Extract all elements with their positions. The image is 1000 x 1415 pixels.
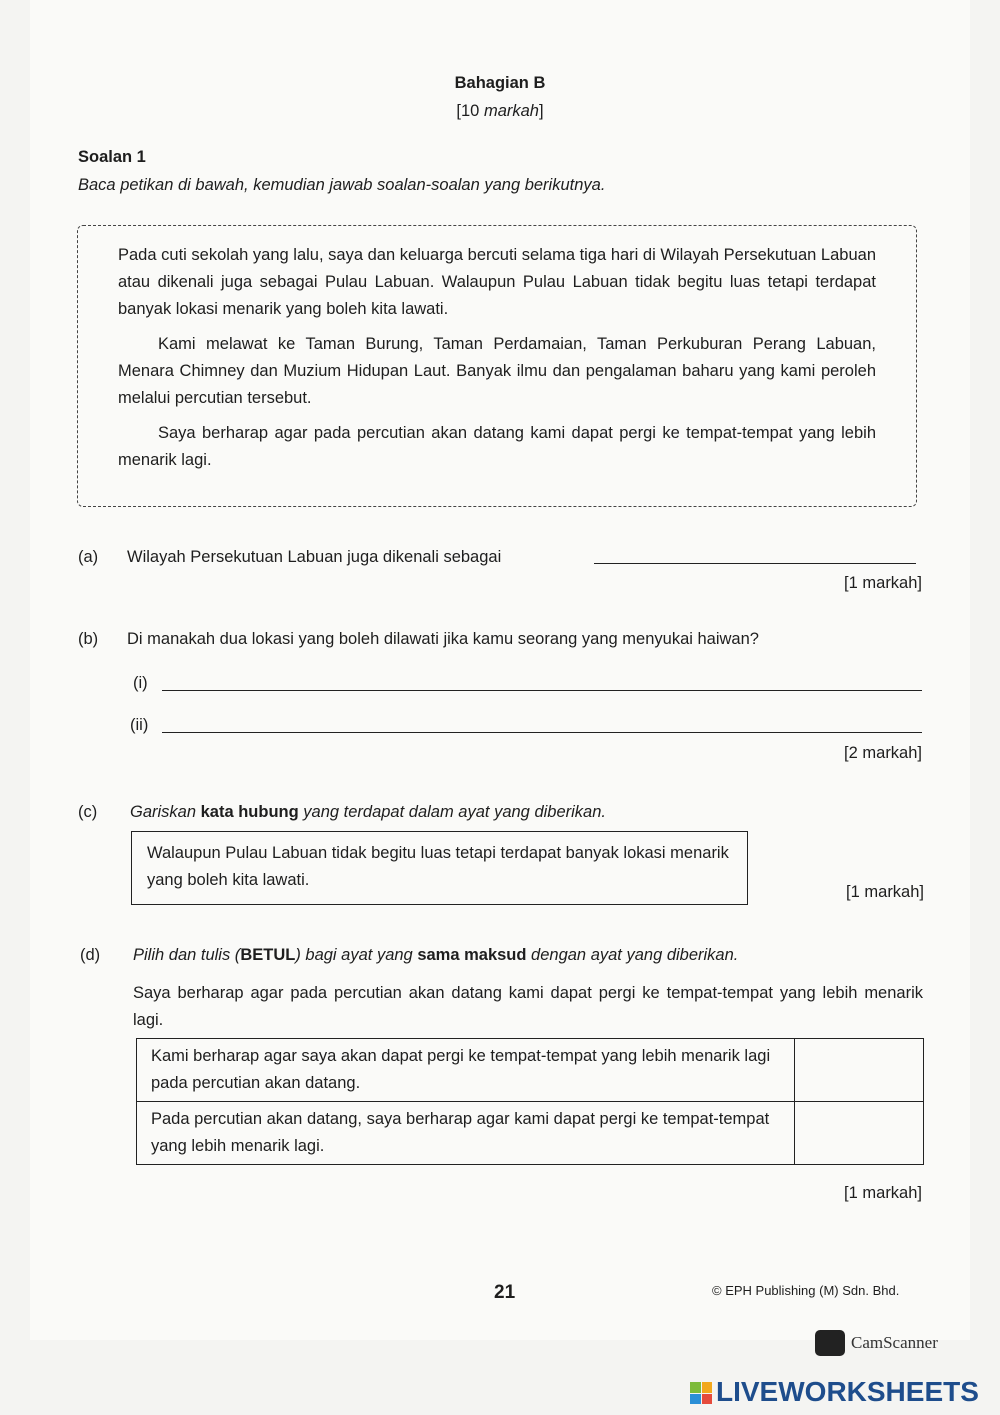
qb-label: (b) (78, 630, 99, 648)
camscanner-logo-icon (815, 1330, 845, 1356)
qb-ii-answer-input[interactable] (164, 710, 924, 734)
qb-i-answer-input[interactable] (164, 668, 924, 692)
table-row (137, 1102, 924, 1165)
passage-box (77, 225, 917, 507)
page-number: 21 (494, 1282, 516, 1303)
qb-ii-label: (ii) (130, 716, 149, 734)
qb-marks: [2 markah] (844, 744, 922, 762)
passage-paragraph: Pada cuti sekolah yang lalu, saya dan keluarga bercuti selama tiga hari di Wilayah Persekutuan Labuan atau dikenali juga sebagai Pulau Labuan. Walaupun Pulau Labuan tidak begitu luas tetapi terdapat banyak lokasi menarik yang boleh kita lawati. (118, 246, 876, 318)
passage-paragraph: Saya berharap agar pada percutian akan datang kami dapat pergi ke tempat-tempat yang lebih menarik lagi. (118, 424, 876, 469)
qc-sentence-box (131, 831, 748, 905)
table-row (137, 1039, 924, 1102)
qb-text: Di manakah dua lokasi yang boleh dilawati jika kamu seorang yang menyukai haiwan? (127, 630, 759, 648)
qd-option-answer-cell[interactable] (795, 1102, 924, 1165)
qc-sentence[interactable]: Walaupun Pulau Labuan tidak begitu luas tetapi terdapat banyak lokasi menarik yang boleh kita lawati. (147, 844, 729, 889)
qd-text: Pilih dan tulis (BETUL) bagi ayat yang sama maksud dengan ayat yang diberikan. (133, 946, 739, 964)
qc-marks: [1 markah] (846, 883, 924, 901)
qc-label: (c) (78, 803, 98, 821)
qd-option-text: Kami berharap agar saya akan dapat pergi ke tempat-tempat yang lebih menarik lagi pada percutian akan datang. (137, 1039, 795, 1102)
qa-marks: [1 markah] (844, 574, 922, 592)
qb-i-label: (i) (133, 674, 148, 692)
qd-label: (d) (80, 946, 101, 964)
copyright: © EPH Publishing (M) Sdn. Bhd. (712, 1283, 900, 1298)
section-marks: [10 markah] (456, 102, 544, 120)
qd-options-table (136, 1038, 924, 1165)
qc-text: Gariskan kata hubung yang terdapat dalam ayat yang diberikan. (130, 803, 606, 821)
camscanner-watermark: CamScanner (851, 1333, 938, 1352)
qa-answer-input[interactable] (596, 542, 918, 566)
passage-paragraph: Kami melawat ke Taman Burung, Taman Perdamaian, Taman Perkuburan Perang Labuan, Menara Chimney dan Muzium Hidupan Laut. Banyak ilmu dan pengalaman baharu yang kami peroleh melalui percutian tersebut. (118, 335, 876, 407)
qd-option-text: Pada percutian akan datang, saya berharap agar kami dapat pergi ke tempat-tempat yang lebih menarik lagi. (137, 1102, 795, 1165)
question-title: Soalan 1 (78, 148, 146, 166)
instruction: Baca petikan di bawah, kemudian jawab soalan-soalan yang berikutnya. (78, 176, 606, 194)
qd-sentence: Saya berharap agar pada percutian akan datang kami dapat pergi ke tempat-tempat yang lebih menarik lagi. (133, 984, 923, 1029)
liveworksheets-logo-icon (690, 1382, 712, 1404)
qd-option-answer-cell[interactable] (795, 1039, 924, 1102)
liveworksheets-brand: LIVEWORKSHEETS (716, 1376, 979, 1407)
qa-text: Wilayah Persekutuan Labuan juga dikenali sebagai (127, 548, 502, 566)
qd-marks: [1 markah] (844, 1184, 922, 1202)
section-title: Bahagian B (454, 74, 546, 92)
qa-label: (a) (78, 548, 99, 566)
